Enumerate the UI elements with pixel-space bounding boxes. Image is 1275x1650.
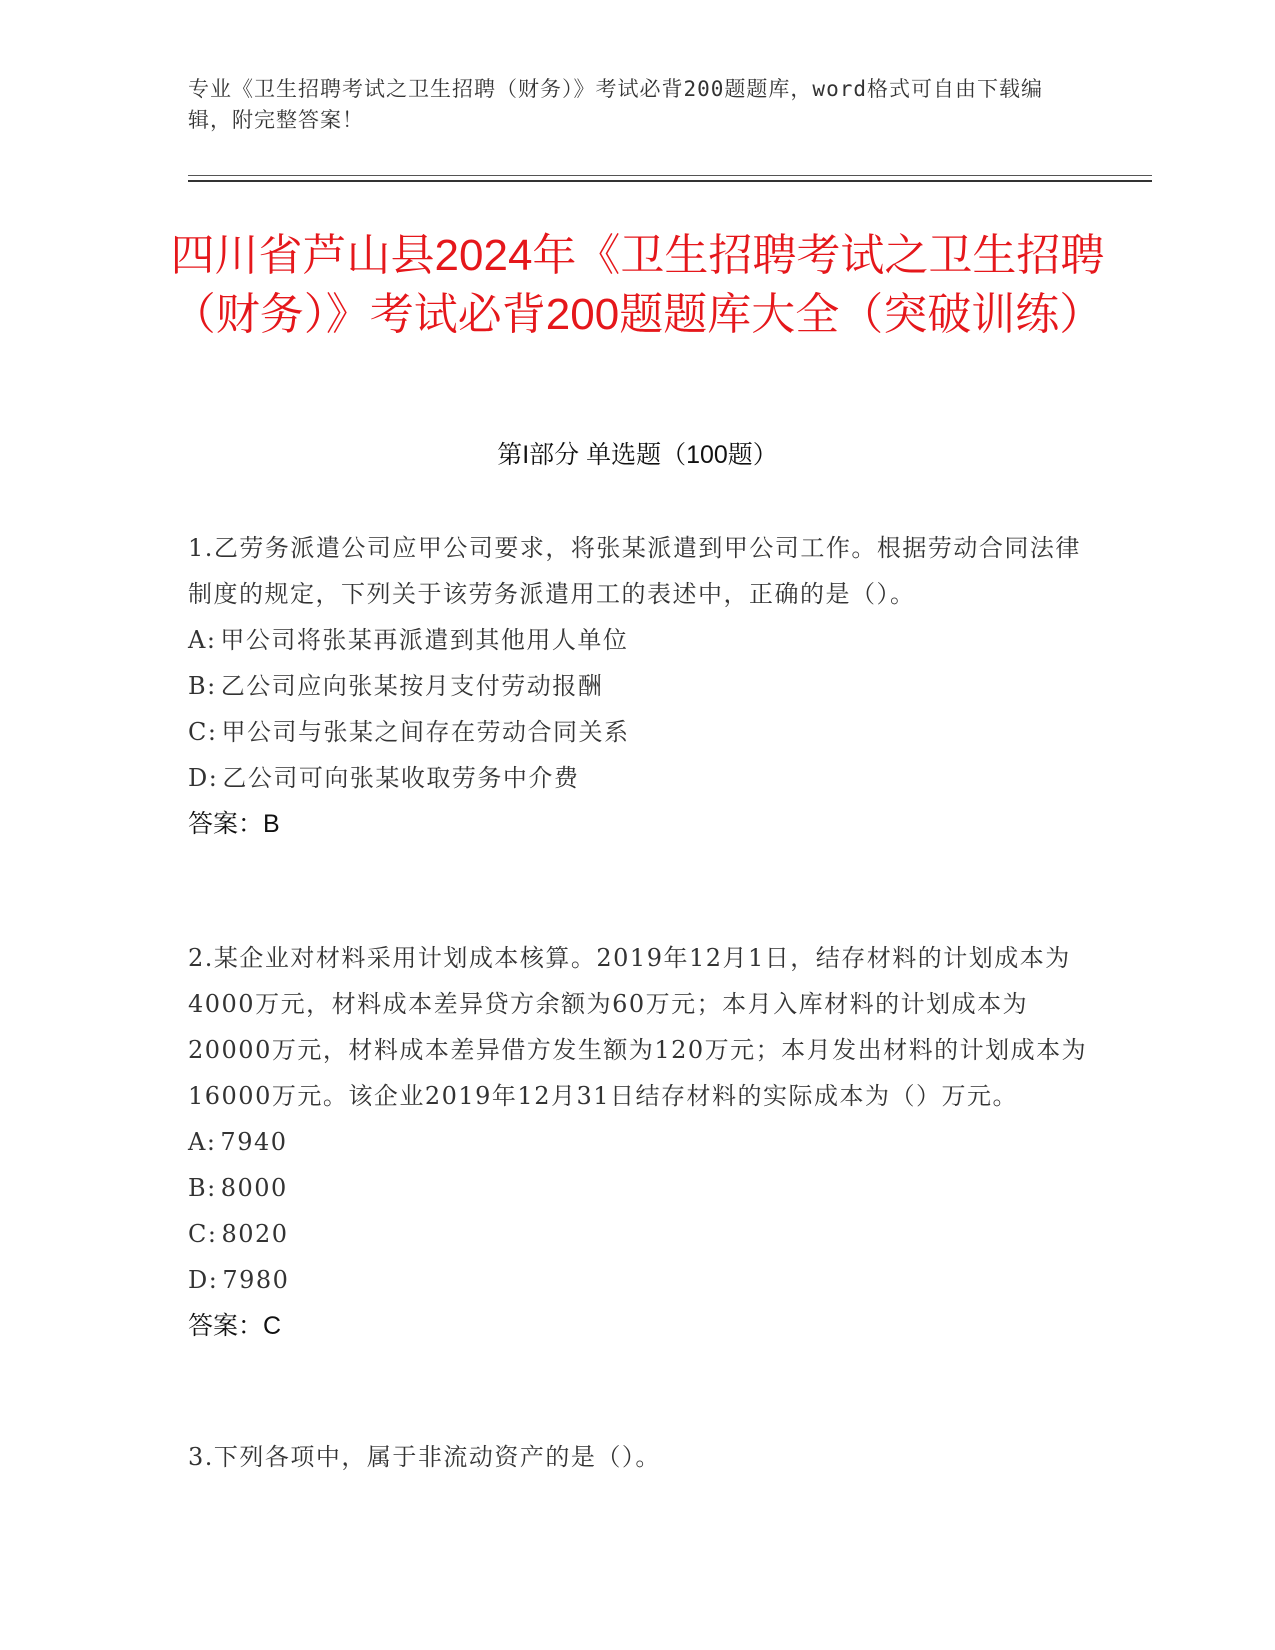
question-stem: 2.某企业对材料采用计划成本核算。2019年12月1日，结存材料的计划成本为4000万元，材料成本差异贷方余额为60万元；本月入库材料的计划成本为20000万元，材料成本差异借方发生额为120万元；本月发出材料的计划成本为16000万元。该企业2019年12月31日结存材料的实际成本为（）万元。	[188, 944, 1088, 1110]
option-text: 甲公司将张某再派遣到其他用人单位	[220, 626, 629, 654]
document-title: 四川省芦山县2024年《卫生招聘考试之卫生招聘（财务）》考试必背200题题库大全（突破训练）	[170, 231, 1105, 339]
option-key: C:	[188, 1220, 218, 1248]
option-key: B:	[188, 1174, 217, 1202]
question-2	[188, 935, 1088, 1349]
header-note: 专业《卫生招聘考试之卫生招聘（财务）》考试必背200题题库，word格式可自由下载编辑，附完整答案！	[188, 77, 1043, 132]
option-key: D:	[188, 1266, 219, 1294]
option-d	[188, 755, 1088, 801]
option-text: 8000	[220, 1174, 288, 1202]
option-key: A:	[188, 1128, 217, 1156]
option-a	[188, 1119, 1088, 1165]
header-divider-thick	[188, 180, 1152, 182]
answer-line: 答案：C	[188, 1312, 282, 1340]
option-b	[188, 1165, 1088, 1211]
option-c	[188, 709, 1088, 755]
option-d	[188, 1257, 1088, 1303]
option-text: 甲公司与张某之间存在劳动合同关系	[221, 718, 630, 746]
answer-line: 答案：B	[188, 810, 280, 838]
option-key: A:	[188, 626, 217, 654]
option-key: B:	[188, 672, 217, 700]
option-text: 7980	[222, 1266, 290, 1294]
option-key: D:	[188, 764, 219, 792]
option-text: 7940	[220, 1128, 288, 1156]
option-text: 乙公司应向张某按月支付劳动报酬	[220, 672, 604, 700]
question-stem: 1.乙劳务派遣公司应甲公司要求，将张某派遣到甲公司工作。根据劳动合同法律制度的规定，下列关于该劳务派遣用工的表述中，正确的是（）。	[188, 534, 1081, 608]
option-b	[188, 663, 1088, 709]
option-key: C:	[188, 718, 218, 746]
question-3	[188, 1434, 1088, 1480]
section-title: 第I部分 单选题（100题）	[497, 441, 778, 469]
option-c	[188, 1211, 1088, 1257]
question-1	[188, 525, 1088, 847]
question-stem: 3.下列各项中，属于非流动资产的是（）。	[188, 1443, 661, 1471]
option-text: 8020	[221, 1220, 289, 1248]
option-text: 乙公司可向张某收取劳务中介费	[222, 764, 580, 792]
option-a	[188, 617, 1088, 663]
header-divider-thin	[188, 175, 1152, 176]
